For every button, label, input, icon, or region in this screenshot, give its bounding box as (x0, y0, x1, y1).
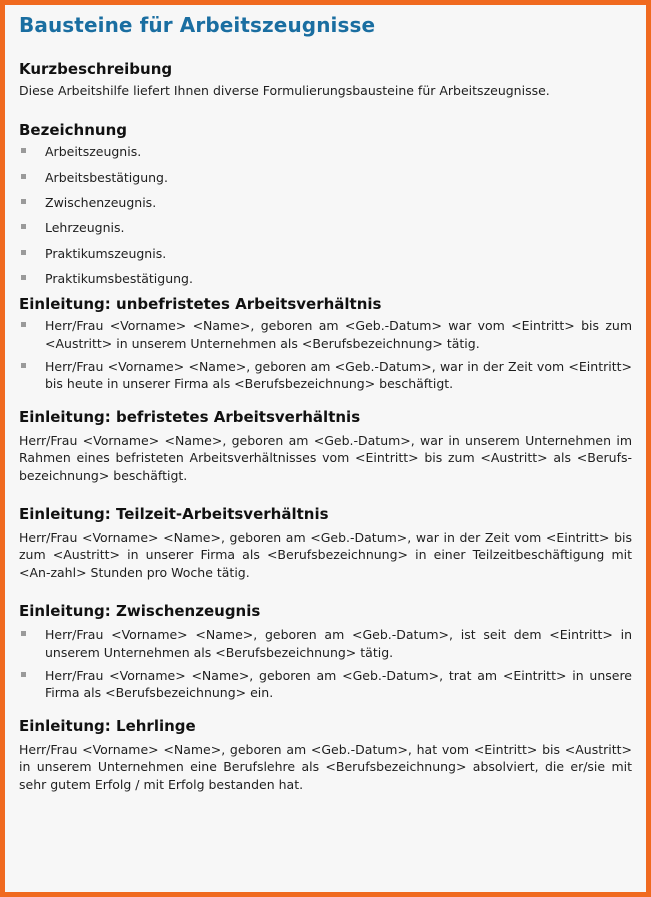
square-bullet-icon (21, 672, 26, 677)
list-item (19, 358, 632, 393)
list-item (19, 270, 632, 287)
square-bullet-icon (21, 174, 26, 179)
section-heading: Bezeichnung (19, 121, 127, 140)
section-text: Herr/Frau <Vorname> <Name>, geboren am <Geb.-Datum>, hat vom <Eintritt> bis <Austritt> in unserem Unternehmen eine Berufslehre als <Berufsbezeichnung> absolviert, die er/sie mit sehr gutem Erfolg / mit Erfolg bestanden hat. (19, 741, 632, 792)
section-lehrlinge (19, 717, 632, 793)
section-heading: Einleitung: unbefristetes Arbeitsverhältnis (19, 295, 382, 314)
section-kurzbeschreibung (19, 60, 632, 99)
square-bullet-icon (21, 631, 26, 636)
list-item (19, 667, 632, 702)
list-item-text: Praktikumsbestätigung. (45, 270, 193, 286)
square-bullet-icon (21, 275, 26, 280)
section-zwischenzeugnis (19, 602, 632, 702)
section-heading: Einleitung: befristetes Arbeitsverhältnis (19, 407, 361, 426)
section-text: Diese Arbeitshilfe liefert Ihnen diverse Formulierungsbausteine für Arbeitszeugnisse. (19, 83, 550, 98)
section-heading: Einleitung: Zwischenzeugnis (19, 602, 261, 621)
list-item-text: Arbeitsbestätigung. (45, 169, 168, 185)
list-item-text: Praktikumszeugnis. (45, 245, 167, 261)
list-item (19, 317, 632, 352)
list-item (19, 245, 632, 262)
document-body (10, 10, 641, 887)
section-text: Herr/Frau <Vorname> <Name>, geboren am <Geb.-Datum>, war in unserem Unternehmen im Rahmen eines befristeten Arbeitsverhältnisses vom <Eintritt> bis zum <Austritt> als <Berufs-bezeichnung> beschäftigt. (19, 432, 632, 483)
section-teilzeit (19, 505, 632, 581)
square-bullet-icon (21, 148, 26, 153)
list-item-text: Herr/Frau <Vorname> <Name>, geboren am <Geb.-Datum> war vom <Eintritt> bis zum <Austritt> in unserem Unternehmen als <Berufsbezeichnung> tätig. (45, 318, 632, 351)
list-item (19, 169, 632, 186)
square-bullet-icon (21, 250, 26, 255)
square-bullet-icon (21, 224, 26, 229)
section-heading: Einleitung: Lehrlinge (19, 716, 196, 735)
square-bullet-icon (21, 363, 26, 368)
square-bullet-icon (21, 199, 26, 204)
list-item (19, 143, 632, 160)
list-item (19, 626, 632, 661)
section-text: Herr/Frau <Vorname> <Name>, geboren am <Geb.-Datum>, war in der Zeit vom <Eintritt> bis zum <Austritt> in unserer Firma als <Berufsbezeichnung> in einer Teilzeitbeschäftigung mit <An-zahl> Stunden pro Woche tätig. (19, 530, 632, 580)
section-heading: Einleitung: Teilzeit-Arbeitsverhältnis (19, 505, 329, 524)
section-heading: Kurzbeschreibung (19, 60, 173, 78)
bullet-list (19, 143, 632, 287)
list-item-text: Herr/Frau <Vorname> <Name>, geboren am <Geb.-Datum>, trat am <Eintritt> in unsere Firma als <Berufsbezeichnung> ein. (45, 668, 632, 701)
bullet-list (19, 626, 632, 702)
list-item-text: Arbeitszeugnis. (45, 144, 142, 160)
list-item-text: Zwischenzeugnis. (45, 195, 157, 210)
section-befristet (19, 408, 632, 484)
bullet-list (19, 317, 632, 393)
list-item-text: Herr/Frau <Vorname> <Name>, geboren am <Geb.-Datum>, ist seit dem <Eintritt> in unserem Unternehmen als <Berufsbezeichnung> tätig. (45, 627, 632, 660)
list-item (19, 194, 632, 211)
section-unbefristet (19, 295, 632, 393)
page-title: Bausteine für Arbeitszeugnisse (19, 13, 376, 37)
section-bezeichnung (19, 121, 632, 287)
list-item (19, 219, 632, 236)
square-bullet-icon (21, 322, 26, 327)
list-item-text: Lehrzeugnis. (45, 220, 125, 236)
list-item-text: Herr/Frau <Vorname> <Name>, geboren am <Geb.-Datum>, war in der Zeit vom <Eintritt> bis heute in unserer Firma als <Berufsbezeichnung> beschäftigt. (45, 359, 632, 392)
